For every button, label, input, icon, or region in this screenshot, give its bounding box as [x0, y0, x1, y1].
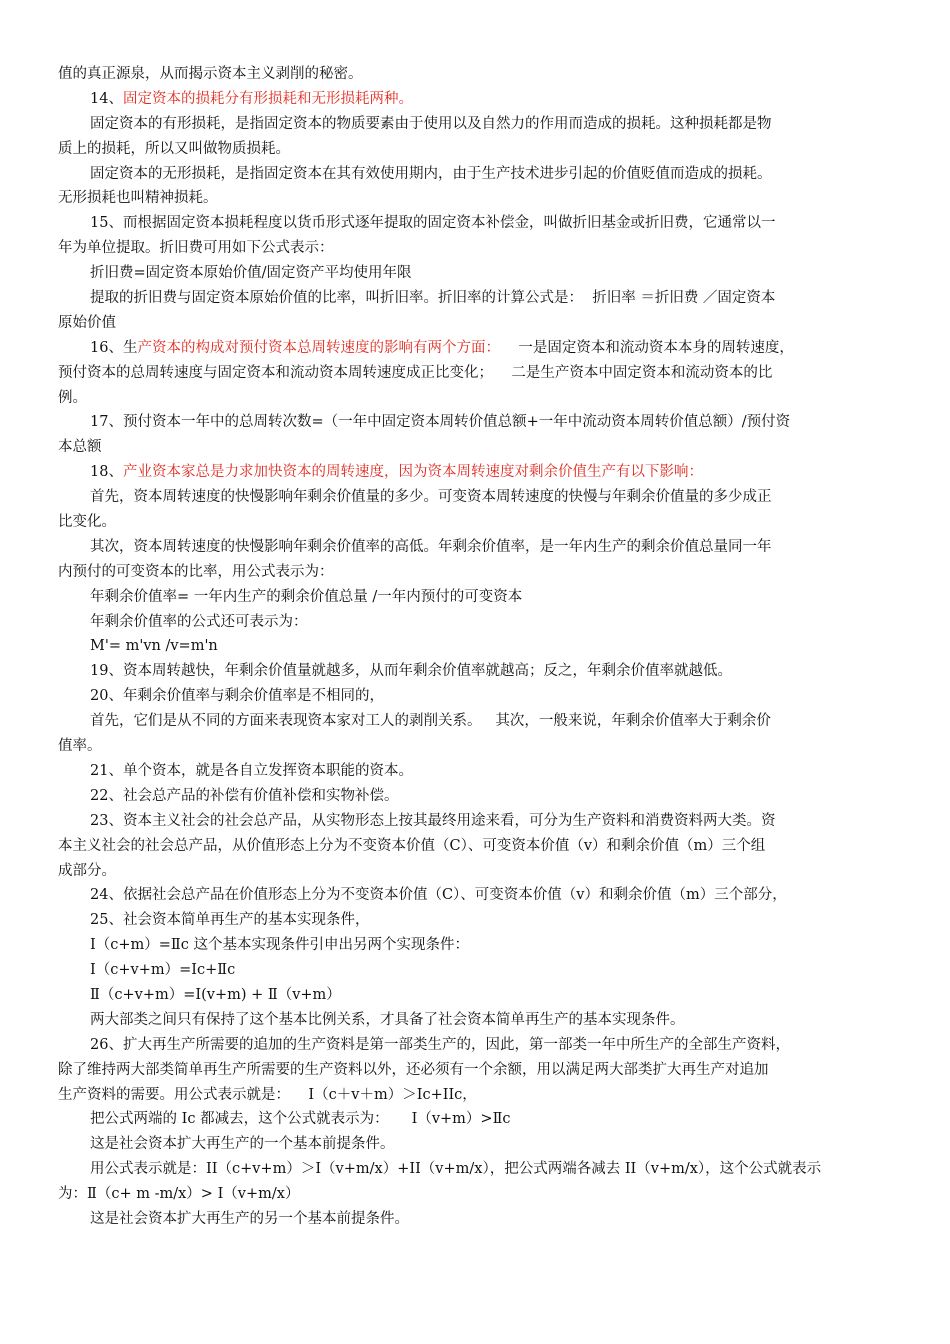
document-page — [58, 62, 898, 1232]
line-text: 无形损耗也叫精神损耗。 — [58, 190, 218, 207]
text-line — [58, 510, 898, 535]
text-line — [58, 709, 898, 734]
line-text: 18、 — [90, 464, 123, 481]
line-text: 本总额 — [58, 439, 102, 456]
line-text: 这是社会资本扩大再生产的另一个基本前提条件。 — [90, 1210, 409, 1227]
text-line — [58, 560, 898, 585]
text-line — [58, 585, 898, 610]
line-text: 例。 — [58, 389, 87, 406]
line-text: 16、生 — [90, 339, 138, 356]
text-line — [58, 435, 898, 460]
text-line — [58, 1182, 898, 1207]
text-line — [58, 759, 898, 784]
text-line — [58, 137, 898, 162]
line-text: 本主义社会的社会总产品，从价值形态上分为不变资本价值（C）、可变资本价值（v）和剩余价值（m）三个组 — [58, 837, 766, 854]
line-text: 值的真正源泉，从而揭示资本主义剥削的秘密。 — [58, 66, 363, 82]
text-line — [58, 1058, 898, 1083]
line-text: 为：Ⅱ（c+ m -m/x）> Ⅰ（v+m/x） — [58, 1186, 300, 1203]
text-line — [58, 859, 898, 884]
line-text: 用公式表示就是：II（c+v+m）＞I（v+m/x）+II（v+m/x），把公式两端各减去 II（v+m/x），这个公式就表示 — [90, 1161, 822, 1178]
text-line — [58, 410, 898, 435]
text-line — [58, 734, 898, 759]
text-line — [58, 535, 898, 560]
line-text: 提取的折旧费与固定资本原始价值的比率，叫折旧率。折旧率的计算公式是： 折旧率 ＝折旧费 ／固定资本 — [90, 290, 776, 307]
text-line — [58, 933, 898, 958]
text-line — [58, 1008, 898, 1033]
line-text: 23、资本主义社会的社会总产品，从实物形态上按其最终用途来看，可分为生产资料和消费资料两大类。资 — [90, 812, 776, 829]
line-text: 折旧费=固定资本原始价值/固定资产平均使用年限 — [90, 265, 412, 282]
line-text: 首先，它们是从不同的方面来表现资本家对工人的剥削关系。 其次，一般来说，年剩余价值率大于剩余价 — [90, 713, 771, 730]
text-line — [58, 87, 898, 112]
text-line — [58, 1107, 898, 1132]
line-text: 15、而根据固定资本损耗程度以货币形式逐年提取的固定资本补偿金，叫做折旧基金或折旧费，它通常以一 — [90, 215, 776, 232]
line-text: 成部分。 — [58, 862, 116, 879]
line-text: 26、扩大再生产所需要的追加的生产资料是第一部类生产的，因此，第一部类一年中所生产的全部生产资料， — [90, 1036, 790, 1053]
line-text: 其次，资本周转速度的快慢影响年剩余价值率的高低。年剩余价值率，是一年内生产的剩余价值总量同一年 — [90, 538, 772, 555]
line-text: 把公式两端的 Ic 都减去，这个公式就表示为： Ⅰ（v+m）>Ⅱc — [90, 1111, 511, 1128]
line-text: M'= m'vn /v=m'n — [90, 638, 218, 655]
line-text: 首先，资本周转速度的快慢影响年剩余价值量的多少。可变资本周转速度的快慢与年剩余价值量的多少成正 — [90, 489, 772, 506]
text-line — [58, 286, 898, 311]
text-line — [58, 112, 898, 137]
line-text: 这是社会资本扩大再生产的一个基本前提条件。 — [90, 1136, 395, 1153]
line-text: 年剩余价值率的公式还可表示为： — [90, 613, 308, 630]
highlighted-heading-text: 产资本的构成对预付资本总周转速度的影响有两个方面： — [137, 339, 500, 356]
text-line — [58, 211, 898, 236]
text-line — [58, 784, 898, 809]
line-text: 预付资本的总周转速度与固定资本和流动资本周转速度成正比变化； 二是生产资本中固定资本和流动资本的比 — [58, 364, 773, 381]
line-text: 22、社会总产品的补偿有价值补偿和实物补偿。 — [90, 787, 399, 804]
text-line — [58, 610, 898, 635]
line-text: 年剩余价值率= 一年内生产的剩余价值总量 /一年内预付的可变资本 — [90, 588, 523, 605]
text-line — [58, 162, 898, 187]
highlighted-heading-text: 产业资本家总是力求加快资本的周转速度，因为资本周转速度对剩余价值生产有以下影响： — [122, 464, 703, 481]
line-text: 固定资本的无形损耗，是指固定资本在其有效使用期内，由于生产技术进步引起的价值贬值而造成的损耗。 — [90, 165, 772, 182]
line-text: 20、年剩余价值率与剩余价值率是不相同的， — [90, 688, 384, 705]
line-text: 19、资本周转越快，年剩余价值量就越多，从而年剩余价值率就越高；反之，年剩余价值率就越低。 — [90, 663, 732, 680]
text-line — [58, 1132, 898, 1157]
text-line — [58, 361, 898, 386]
line-text: 24、依据社会总产品在价值形态上分为不变资本价值（C）、可变资本价值（v）和剩余价值（m）三个部分， — [90, 887, 787, 904]
line-text: 两大部类之间只有保持了这个基本比例关系，才具备了社会资本简单再生产的基本实现条件。 — [90, 1011, 685, 1028]
line-text: 固定资本的有形损耗，是指固定资本的物质要素由于使用以及自然力的作用而造成的损耗。这种损耗都是物 — [90, 115, 772, 132]
text-line — [58, 684, 898, 709]
line-text: 比变化。 — [58, 514, 116, 531]
line-text: 质上的损耗，所以又叫做物质损耗。 — [58, 140, 290, 157]
line-text: 原始价值 — [58, 314, 116, 331]
line-text: 除了维持两大部类简单再生产所需要的生产资料以外，还必须有一个余额，用以满足两大部类扩大再生产对追加 — [58, 1061, 769, 1078]
text-line — [58, 336, 898, 361]
text-line — [58, 186, 898, 211]
text-line — [58, 386, 898, 411]
text-line — [58, 485, 898, 510]
text-line — [58, 659, 898, 684]
line-text: Ⅰ（c+v+m）=Ic+Ⅱc — [90, 962, 236, 979]
text-line — [58, 311, 898, 336]
line-text: 17、预付资本一年中的总周转次数=（一年中固定资本周转价值总额+一年中流动资本周转价值总额）/预付资 — [90, 414, 791, 431]
text-line — [58, 809, 898, 834]
line-text: Ⅱ（c+v+m）=Ⅰ(v+m) + Ⅱ（v+m） — [90, 986, 341, 1003]
line-text: 21、单个资本，就是各自立发挥资本职能的资本。 — [90, 762, 413, 779]
text-line — [58, 983, 898, 1008]
line-text: 内预付的可变资本的比率，用公式表示为： — [58, 563, 334, 580]
text-line — [58, 908, 898, 933]
text-line — [58, 634, 898, 659]
text-line — [58, 834, 898, 859]
line-text: 生产资料的需要。用公式表示就是： I（c＋v＋m）＞Ic+IIc， — [58, 1086, 477, 1103]
text-line — [58, 1207, 898, 1232]
highlighted-heading-text: 固定资本的损耗分有形损耗和无形损耗两种。 — [122, 90, 413, 107]
line-text: 25、社会资本简单再生产的基本实现条件， — [90, 912, 370, 929]
text-line — [58, 958, 898, 983]
text-line — [58, 1157, 898, 1182]
line-text-continued: 一是固定资本和流动资本本身的周转速度， — [499, 339, 794, 356]
line-text: Ⅰ（c+m）=Ⅱc 这个基本实现条件引申出另两个实现条件： — [90, 937, 469, 954]
text-line — [58, 883, 898, 908]
text-line — [58, 62, 898, 87]
text-line — [58, 460, 898, 485]
line-text: 14、 — [90, 90, 123, 107]
text-line — [58, 1033, 898, 1058]
line-text: 值率。 — [58, 738, 102, 755]
line-text: 年为单位提取。折旧费可用如下公式表示： — [58, 240, 334, 257]
text-line — [58, 1083, 898, 1108]
text-line — [58, 261, 898, 286]
text-line — [58, 236, 898, 261]
